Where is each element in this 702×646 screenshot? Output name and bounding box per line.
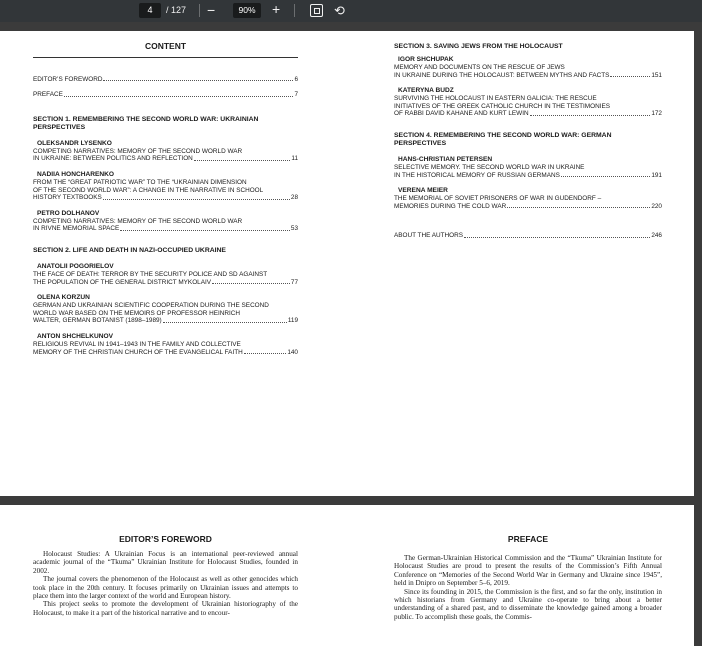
author-name: ANTON SHCHELKUNOV xyxy=(37,332,114,340)
article-title-line: THE MEMORIAL OF SOVIET PRISONERS OF WAR IN GUDENDORF – xyxy=(394,195,602,203)
leader-dots xyxy=(507,207,650,208)
author-name: VERENA MEIER xyxy=(398,187,448,195)
article-title-line: COMPETING NARRATIVES: MEMORY OF THE SECOND WORLD WAR xyxy=(33,217,243,225)
foreword-text xyxy=(33,550,298,617)
zoom-out-button[interactable]: − xyxy=(207,2,216,18)
heading-rule xyxy=(33,57,298,58)
leader-dots xyxy=(103,199,290,200)
foreword-paragraph: This project seeks to promote the development of Ukrainian historiography of the Holocaust, to make it a part of the historical narrative and to encour- xyxy=(33,600,298,617)
toc-entry[interactable] xyxy=(33,194,298,202)
toc-entry[interactable] xyxy=(33,76,298,84)
toc-entry-title: THE POPULATION OF THE GENERAL DISTRICT MYKOLAIV xyxy=(33,278,212,286)
article-title-line: RELIGIOUS REVIVAL IN 1941–1943 IN THE FAMILY AND COLLECTIVE xyxy=(33,340,241,348)
toc-entry-title: EDITOR’S FOREWORD xyxy=(33,75,103,83)
article-title-line: THE FACE OF DEATH: TERROR BY THE SECURITY POLICE AND SD AGAINST xyxy=(33,270,268,278)
article-title-line: WORLD WAR BASED ON THE MEMOIRS OF PROFESSOR HEINRICH xyxy=(33,309,241,317)
leader-dots xyxy=(103,80,293,81)
leader-dots xyxy=(194,160,291,161)
toc-entry[interactable] xyxy=(394,172,662,180)
document-scrollbar[interactable] xyxy=(694,22,702,646)
toc-entry-title: OF RABBI DAVID KAHANE AND KURT LEWIN xyxy=(394,110,529,118)
author-name: NADIIA HONCHARENKO xyxy=(37,170,115,178)
author-name: OLEKSANDR LYSENKO xyxy=(37,139,112,147)
article-title-line: SELECTIVE MEMORY. THE SECOND WORLD WAR IN UKRAINE xyxy=(394,163,585,171)
toc-entry-title: MEMORIES DURING THE COLD WAR xyxy=(394,202,507,210)
section-title: SECTION 3. SAVING JEWS FROM THE HOLOCAUST xyxy=(394,43,563,50)
section-title: SECTION 1. REMEMBERING THE SECOND WORLD WAR: UKRAINIAN PERSPECTIVES xyxy=(33,115,259,131)
article-title-line: OF THE SECOND WORLD WAR”: A CHANGE IN THE NARRATIVE IN SCHOOL xyxy=(33,186,264,194)
zoom-level-input[interactable]: 90% xyxy=(233,3,261,18)
toc-entry[interactable] xyxy=(394,203,662,211)
preface-heading: PREFACE xyxy=(507,534,549,544)
toc-entry-title: HISTORY TEXTBOOKS xyxy=(33,194,102,202)
toc-entry[interactable] xyxy=(33,91,298,99)
toc-entry-page: 7 xyxy=(294,91,298,99)
section-title: SECTION 4. REMEMBERING THE SECOND WORLD WAR: GERMAN PERSPECTIVES xyxy=(394,131,612,147)
toc-entry-page: 246 xyxy=(651,232,662,240)
preface-column xyxy=(394,534,662,621)
pdf-page-content xyxy=(0,31,694,496)
leader-dots xyxy=(561,176,651,177)
toc-right-column xyxy=(394,43,662,240)
foreword-paragraph: Holocaust Studies: A Ukrainian Focus is an international peer-reviewed annual academic journal of the “Tkuma” Ukrainian Institute for Holocaust Studies, founded in 2002. xyxy=(33,550,298,575)
toc-entry-page: 11 xyxy=(291,155,298,163)
author-name: OLENA KORZUN xyxy=(37,294,90,302)
total-pages: / 127 xyxy=(166,5,187,15)
author-name: PETRO DOLHANOV xyxy=(37,209,100,217)
toc-heading: CONTENT xyxy=(144,41,187,51)
toc-entry-page: 53 xyxy=(290,225,298,233)
article-title-line: COMPETING NARRATIVES: MEMORY OF THE SECOND WORLD WAR xyxy=(33,147,243,155)
preface-paragraph: The German-Ukrainian Historical Commission and the “Tkuma” Ukrainian Institute for Holocaust Studies are proud to present the results of the Commission’s Fifth Annual Conference on “Memories of the Second World War in Germany and Ukraine since 1945”, held in Dnipro on September 5–6, 2019. xyxy=(394,554,662,588)
pdf-toolbar xyxy=(0,0,702,22)
toc-entry-title: MEMORY OF THE CHRISTIAN CHURCH OF THE EVANGELICAL FAITH xyxy=(33,348,243,356)
toc-entry-page: 140 xyxy=(287,348,298,356)
toc-entry[interactable] xyxy=(33,317,298,325)
foreword-heading: EDITOR’S FOREWORD xyxy=(119,534,212,544)
leader-dots xyxy=(244,353,287,354)
toc-entry-page: 119 xyxy=(287,317,298,325)
foreword-column xyxy=(33,534,298,617)
toc-entry[interactable] xyxy=(33,155,298,163)
toc-entry-title: WALTER, GERMAN BOTANIST (1898–1989) xyxy=(33,317,162,325)
fit-page-icon[interactable] xyxy=(310,4,323,17)
toc-entry-page: 220 xyxy=(651,202,662,210)
article-title-line: FROM THE “GREAT PATRIOTIC WAR” TO THE “UKRAINIAN DIMENSION xyxy=(33,178,247,186)
toolbar-divider xyxy=(199,4,200,17)
toc-entry-title: IN RIVNE MEMORIAL SPACE xyxy=(33,225,120,233)
pdf-page-foreword xyxy=(0,505,694,646)
toc-entry-title: PREFACE xyxy=(33,91,63,99)
toc-entry-page: 172 xyxy=(651,110,662,118)
leader-dots xyxy=(64,96,294,97)
leader-dots xyxy=(530,115,651,116)
toc-entry-page: 151 xyxy=(651,71,662,79)
toc-entry[interactable] xyxy=(33,225,298,233)
toc-entry[interactable] xyxy=(33,279,298,287)
toc-entry[interactable] xyxy=(394,110,662,118)
leader-dots xyxy=(163,322,287,323)
section-title: SECTION 2. LIFE AND DEATH IN NAZI-OCCUPIED UKRAINE xyxy=(33,246,226,254)
foreword-paragraph: The journal covers the phenomenon of the Holocaust as well as other genocides which took place in the 20th century. It focuses primarily on Ukrainian issues and attempts to place them into the larger context of the world and European history. xyxy=(33,575,298,601)
toc-entry-title: ABOUT THE AUTHORS xyxy=(394,232,464,240)
toc-entry[interactable] xyxy=(394,72,662,80)
leader-dots xyxy=(610,76,650,77)
article-title-line: GERMAN AND UKRAINIAN SCIENTIFIC COOPERATION DURING THE SECOND xyxy=(33,302,269,310)
toc-entry-page: 77 xyxy=(290,278,298,286)
toc-entry-title: IN UKRAINE DURING THE HOLOCAUST: BETWEEN MYTHS AND FACTS xyxy=(394,71,610,79)
article-title-line: MEMORY AND DOCUMENTS ON THE RESCUE OF JEWS xyxy=(394,64,565,71)
article-title-line: SURVIVING THE HOLOCAUST IN EASTERN GALICIA: THE RESCUE xyxy=(394,95,597,103)
toc-entry-page: 191 xyxy=(651,171,662,179)
toc-entry-page: 6 xyxy=(294,75,298,83)
article-title-line: INITIATIVES OF THE GREEK CATHOLIC CHURCH IN THE TESTIMONIES xyxy=(394,102,611,110)
author-name: ANATOLII POGORIELOV xyxy=(37,262,114,270)
toc-entry-page: 28 xyxy=(290,194,298,202)
leader-dots xyxy=(464,237,650,238)
zoom-in-button[interactable]: + xyxy=(272,1,281,17)
author-name: KATERYNA BUDZ xyxy=(398,87,454,95)
toc-entry-title: IN THE HISTORICAL MEMORY OF RUSSIAN GERMANS xyxy=(394,171,560,179)
leader-dots xyxy=(212,283,290,284)
leader-dots xyxy=(120,230,290,231)
toc-entry-title: IN UKRAINE: BETWEEN POLITICS AND REFLECTION xyxy=(33,155,193,163)
author-name: HANS-CHRISTIAN PETERSEN xyxy=(398,155,493,163)
toc-entry[interactable] xyxy=(394,232,662,240)
toc-entry[interactable] xyxy=(33,349,298,357)
preface-paragraph: Since its founding in 2015, the Commission is the first, and so far the only, institution in which historians from Germany and Ukraine co-operate to bring about a better understanding of a shared past, and to disseminate the knowledge gained among a broader public. To accomplish these goals, the Commis- xyxy=(394,587,662,621)
toc-left-column xyxy=(33,43,298,356)
author-name: IGOR SHCHUPAK xyxy=(398,56,454,63)
rotate-icon[interactable]: ⟲ xyxy=(334,3,345,18)
toolbar-divider xyxy=(294,4,295,17)
preface-text xyxy=(394,554,662,621)
page-number-input[interactable]: 4 xyxy=(139,3,161,18)
